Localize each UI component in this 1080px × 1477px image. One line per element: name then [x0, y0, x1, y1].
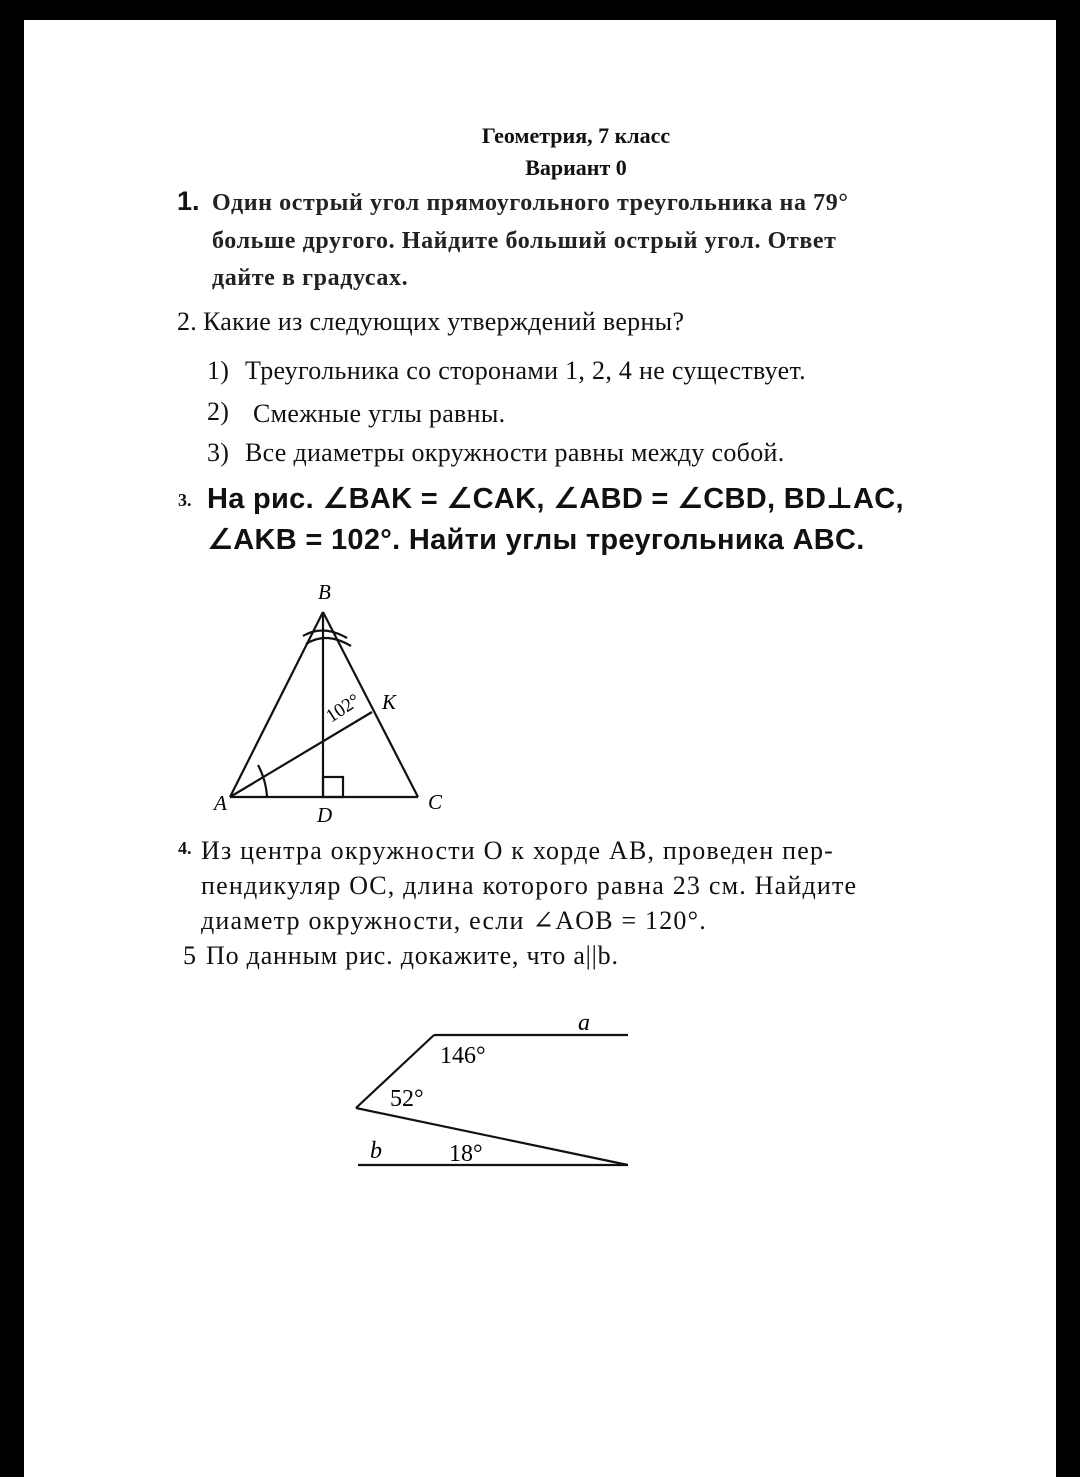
- task1-line-1: Один острый угол прямоугольного треугольника на 79°: [212, 190, 849, 216]
- task3-line-1: На рис. ∠BAK = ∠CAK, ∠ABD = ∠CBD, BD⊥AC,: [207, 483, 904, 515]
- label-b: B: [318, 580, 331, 604]
- angle-label-18: 18°: [449, 1141, 483, 1167]
- task1-number: 1.: [177, 186, 200, 216]
- task3-line-2: ∠AKB = 102°. Найти углы треугольника ABC.: [207, 524, 865, 556]
- angle-label-146: 146°: [440, 1043, 486, 1069]
- task4-line-3: диаметр окружности, если ∠AOB = 120°.: [201, 906, 707, 935]
- label-line-b: b: [370, 1138, 382, 1164]
- worksheet-title: Геометрия, 7 класс: [481, 123, 671, 148]
- worksheet-variant: Вариант 0: [525, 155, 627, 180]
- label-c: C: [428, 790, 443, 814]
- task2-option-2-number: 2): [207, 397, 230, 426]
- angle-label-52: 52°: [390, 1086, 424, 1112]
- task1-line-3: дайте в градусах.: [212, 265, 409, 291]
- task1-line-2: больше другого. Найдите больший острый угол. Ответ: [212, 228, 837, 254]
- task5-text: По данным рис. докажите, что a||b.: [206, 941, 619, 970]
- task2-option-1: Треугольника со сторонами 1, 2, 4 не существует.: [245, 356, 806, 385]
- task2-question: Какие из следующих утверждений верны?: [203, 307, 685, 336]
- task4-line-2: пендикуляр OC, длина которого равна 23 см. Найдите: [201, 871, 858, 900]
- task5-number: 5: [183, 941, 197, 970]
- task4-number: 4.: [178, 838, 192, 858]
- task2-option-1-number: 1): [207, 356, 230, 385]
- task2-option-2: Смежные углы равны.: [253, 399, 506, 428]
- label-k: K: [382, 690, 397, 714]
- label-line-a: a: [578, 1010, 590, 1036]
- task2-option-3-number: 3): [207, 438, 230, 467]
- task3-number: 3.: [178, 490, 192, 510]
- task4-line-1: Из центра окружности O к хорде AB, проведен пер-: [201, 836, 835, 865]
- angle-label-102: 102°: [322, 689, 365, 728]
- label-d: D: [317, 803, 333, 827]
- label-a: A: [214, 791, 227, 815]
- task2-number: 2.: [177, 307, 198, 336]
- task2-option-3: Все диаметры окружности равны между собой.: [245, 438, 785, 467]
